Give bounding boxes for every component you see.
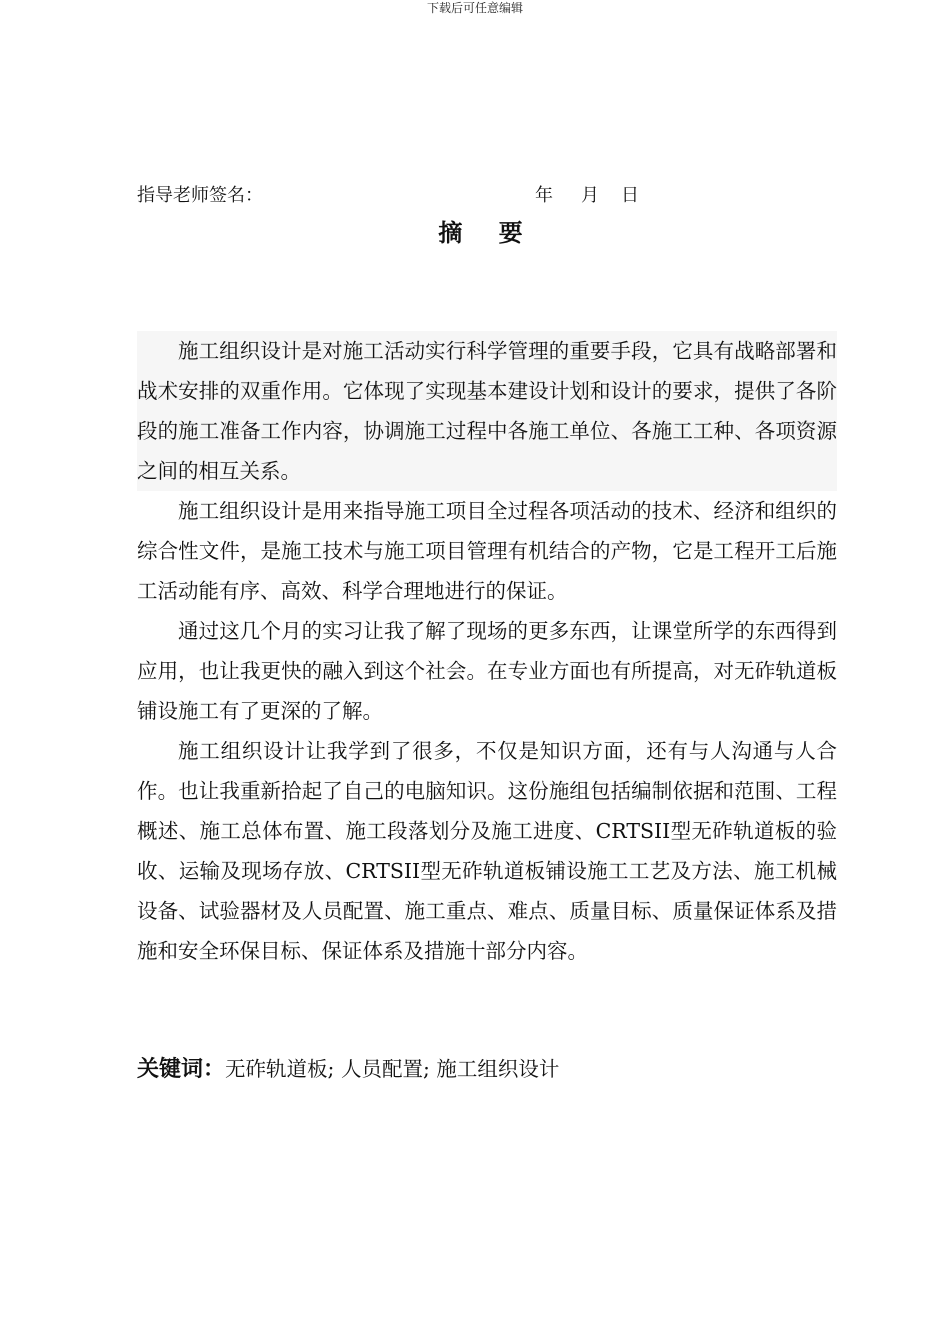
keywords-value: 无砟轨道板; 人员配置; 施工组织设计	[225, 1057, 560, 1081]
date-day-label: 日	[621, 185, 639, 206]
abstract-paragraph-3: 通过这几个月的实习让我了解了现场的更多东西，让课堂所学的东西得到应用，也让我更快的融入到这个社会。在专业方面也有所提高，对无砟轨道板铺设施工有了更深的了解。	[137, 619, 837, 723]
abstract-paragraph-4: 施工组织设计让我学到了很多，不仅是知识方面，还有与人沟通与人合作。也让我重新拾起了自己的电脑知识。这份施组包括编制依据和范围、工程概述、施工总体布置、施工段落划分及施工进度、CRTSII型无砟轨道板的验收、运输及现场存放、CRTSII型无砟轨道板铺设施工工艺及方法、施工机械设备、试验器材及人员配置、施工重点、难点、质量目标、质量保证体系及措施和安全环保目标、保证体系及措施十部分内容。	[137, 739, 837, 963]
date-year-label: 年	[535, 185, 553, 206]
abstract-title: 摘 要	[438, 219, 537, 247]
abstract-paragraph-2: 施工组织设计是用来指导施工项目全过程各项活动的技术、经济和组织的综合性文件，是施工技术与施工项目管理有机结合的产物，它是工程开工后施工活动能有序、高效、科学合理地进行的保证。	[137, 499, 837, 603]
keywords-label: 关键词：	[137, 1057, 226, 1082]
advisor-signature-line	[137, 183, 837, 209]
date-month-label: 月	[581, 185, 599, 206]
advisor-signature-label: 指导老师签名：	[137, 185, 263, 206]
page-header-note: 下载后可任意编辑	[426, 1, 523, 15]
keywords-line	[137, 1051, 837, 1088]
abstract-body	[137, 331, 837, 971]
abstract-paragraph-1: 施工组织设计是对施工活动实行科学管理的重要手段，它具有战略部署和战术安排的双重作用。它体现了实现基本建设计划和设计的要求，提供了各阶段的施工准备工作内容，协调施工过程中各施工单位、各施工工种、各项资源之间的相互关系。	[137, 331, 837, 491]
signature-date	[535, 183, 639, 209]
